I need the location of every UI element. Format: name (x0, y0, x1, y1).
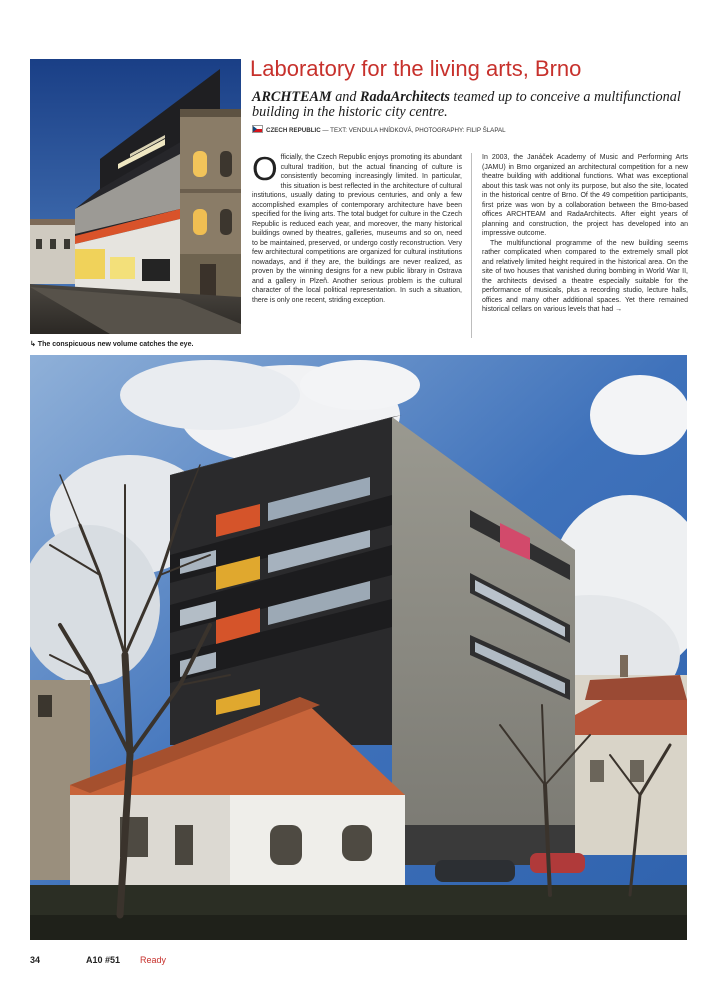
subtitle-firm-archteam: ARCHTEAM (252, 89, 332, 105)
byline (252, 125, 506, 134)
subtitle-text: teamed up to conceive a multifunctional building in the historic city centre. (252, 89, 681, 120)
paragraph-text: fficially, the Czech Republic enjoys promoting its abundant cultural tradition, but the actual financing of culture is consistently becoming increasingly limited. In particular, this situation is best reflected in the architecture of cultural institutions, usually dating to previous centuries, and only a few accomplished examples of contemporary architecture have been specified for the living arts. The total budget for culture in the Czech Republic is reduced each year, and moreover, the many historical buildings owned by theatres, galleries, museums and so on, need to be maintained, preserved, or undergo costly reconstruction. Very few architectural competitions are organized for cultural institutions nowadays, and if they are, the buildings are never realized, as proven by the winning designs for a new public library in Ostrava and a gallery in Plzeň. Another serious problem is the cultural character of the local political representation. In such a situation, there is only one recent, striding exception. (252, 154, 462, 304)
page-number: 34 (30, 955, 41, 965)
subtitle-firm-rada: RadaArchitects (360, 89, 450, 105)
article-subtitle (252, 90, 682, 120)
top-photo-night-facade (30, 59, 241, 334)
paragraph: The multifunctional programme of the new building seems rather complicated when compared to the extremely small plot and relatively limited height required in the historical area. On the site of two houses that vanished during bombing in World War II, the architects devised a theatre especially suitable for the performance of musicals, plus a recording studio, lecture halls, offices and many other additional spaces. Yet there remained historical cellars on various levels that had → (482, 239, 688, 313)
article-column-left (252, 150, 462, 305)
top-photo-caption: ↳ The conspicuous new volume catches the eye. (30, 341, 194, 348)
czech-flag-icon (252, 125, 263, 133)
byline-country: CZECH REPUBLIC (266, 127, 321, 134)
column-divider (471, 153, 472, 338)
byline-credits: — TEXT: VENDULA HNÍDKOVÁ, PHOTOGRAPHY: FILIP ŠLAPAL (320, 127, 506, 134)
section-label: Ready (140, 955, 167, 965)
article-column-right (482, 153, 688, 315)
article-title: Laboratory for the living arts, Brno (250, 56, 582, 81)
main-photo-theatre-building (30, 355, 687, 940)
subtitle-and: and (331, 89, 361, 105)
dropcap: O (252, 150, 278, 187)
paragraph (252, 150, 462, 305)
paragraph: In 2003, the Janáček Academy of Music and Performing Arts (JAMU) in Brno organized an architectural competition for a new theatre building with additional functions. What was exceptional about this task was not only its purpose, but also the site, located in the historical centre of Brno. Of the 49 competition participants, first prize was won by a collaboration between the Brno-based offices ARCHTEAM and RadaArchitects. After eight years of planning and construction, the project has developed into an impressive outcome. (482, 154, 688, 237)
magazine-issue: A10 #51 (86, 955, 121, 965)
